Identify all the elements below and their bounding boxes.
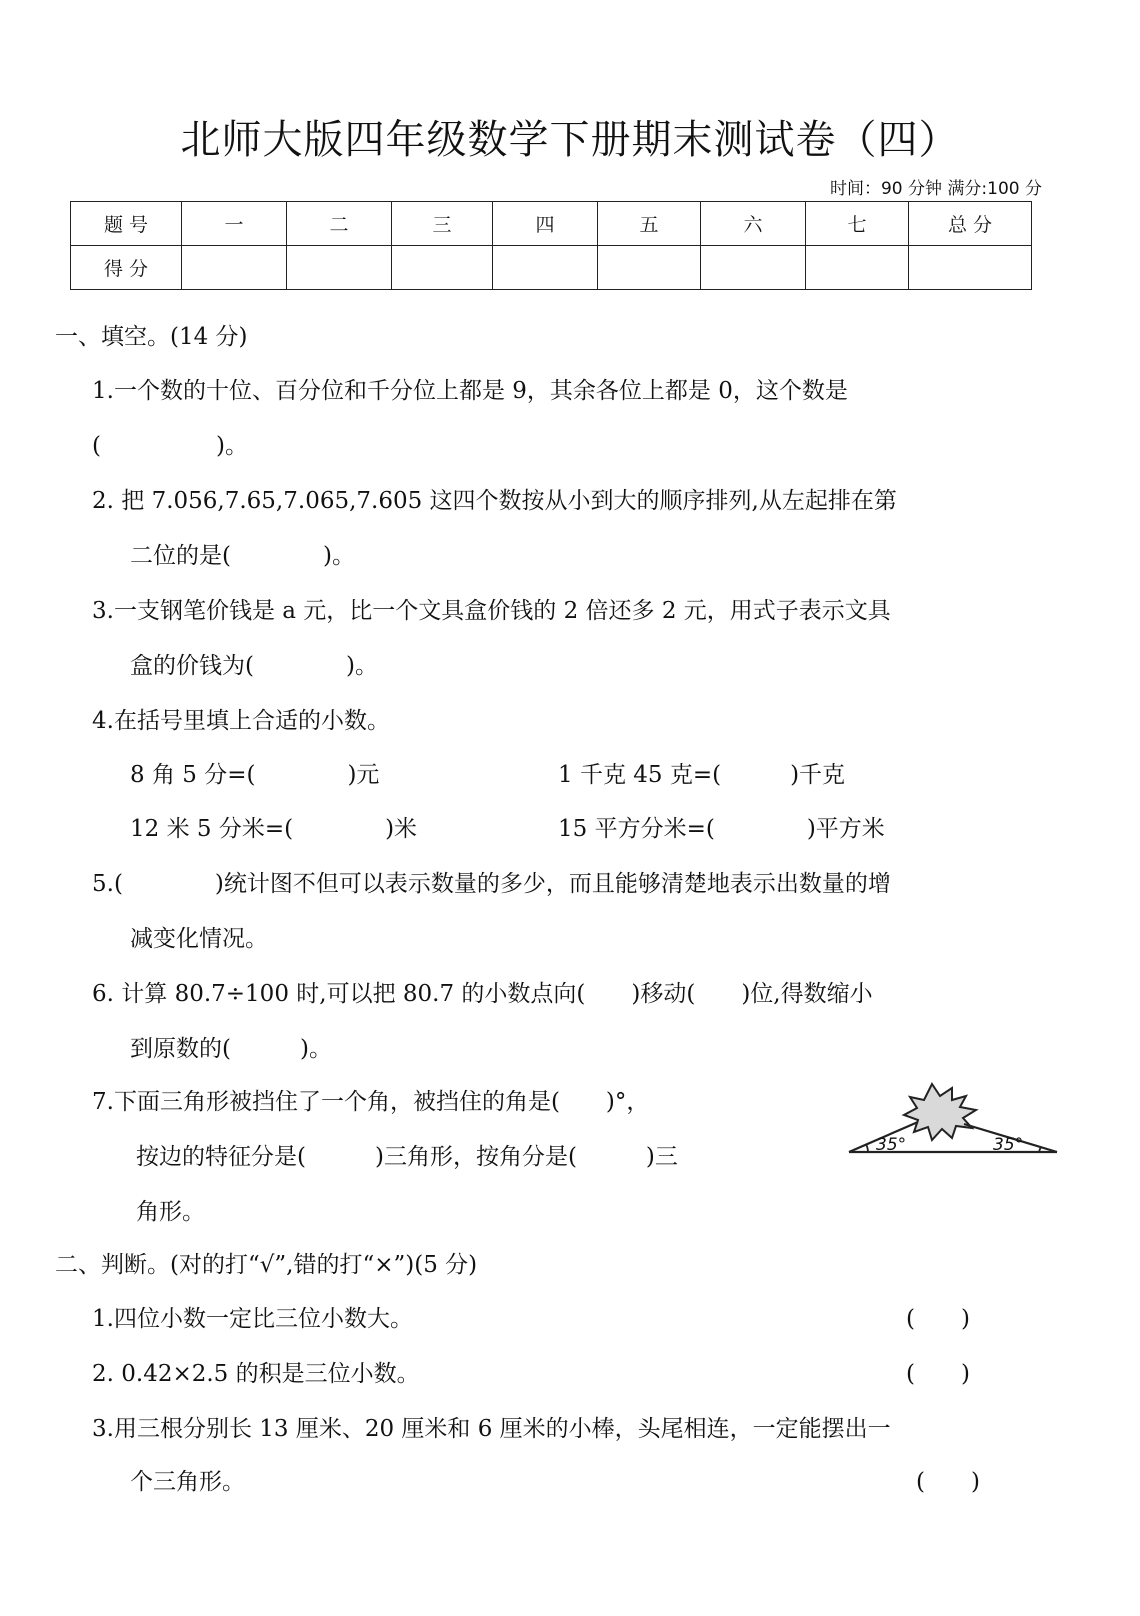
score-table-score-row xyxy=(71,246,1032,290)
answer-bracket[interactable]: ( ) xyxy=(906,1361,970,1387)
question-4-item: 8 角 5 分=( )元 xyxy=(130,762,380,788)
score-cell[interactable] xyxy=(909,246,1032,290)
header-cell: 二 xyxy=(287,202,392,246)
header-cell: 六 xyxy=(701,202,806,246)
question-2-line1: 2. 把 7.056,7.65,7.065,7.605 这四个数按从小到大的顺序排列,从左起排在第 xyxy=(92,488,897,514)
question-1-line1: 1.一个数的十位、百分位和千分位上都是 9，其余各位上都是 0，这个数是 xyxy=(92,378,848,404)
triangle-figure xyxy=(846,1080,1060,1166)
question-4-item: 1 千克 45 克=( )千克 xyxy=(558,762,846,788)
blocker-starburst xyxy=(904,1084,976,1140)
question-7-line1: 7.下面三角形被挡住了一个角，被挡住的角是( )°， xyxy=(92,1089,650,1115)
header-cell: 题 号 xyxy=(71,202,182,246)
question-4: 4.在括号里填上合适的小数。 xyxy=(92,708,390,734)
judge-question-3-line1: 3.用三根分别长 13 厘米、20 厘米和 6 厘米的小棒，头尾相连，一定能摆出一 xyxy=(92,1416,891,1442)
section1-heading: 一、填空。(14 分) xyxy=(55,324,248,350)
question-2-line2: 二位的是( )。 xyxy=(130,543,355,569)
question-7-line3: 角形。 xyxy=(136,1199,205,1225)
header-cell: 五 xyxy=(598,202,701,246)
question-6-line2: 到原数的( )。 xyxy=(130,1036,332,1062)
question-4-item: 15 平方分米=( )平方米 xyxy=(558,816,885,842)
header-cell: 一 xyxy=(182,202,287,246)
header-cell: 总 分 xyxy=(909,202,1032,246)
question-1-line2: ( )。 xyxy=(92,433,248,459)
score-table-header-row xyxy=(71,202,1032,246)
row-label: 得 分 xyxy=(71,246,182,290)
score-cell[interactable] xyxy=(493,246,598,290)
right-angle-label: 35° xyxy=(993,1135,1024,1155)
score-cell[interactable] xyxy=(287,246,392,290)
score-cell[interactable] xyxy=(392,246,493,290)
section2-heading: 二、判断。(对的打“√”,错的打“×”)(5 分) xyxy=(55,1252,478,1278)
answer-bracket[interactable]: ( ) xyxy=(916,1469,980,1495)
judge-question-3-line2: 个三角形。 xyxy=(130,1469,245,1495)
score-cell[interactable] xyxy=(598,246,701,290)
page-title: 北师大版四年级数学下册期末测试卷（四） xyxy=(180,117,960,163)
header-cell: 四 xyxy=(493,202,598,246)
question-5-line1: 5.( )统计图不但可以表示数量的多少，而且能够清楚地表示出数量的增 xyxy=(92,871,891,897)
question-7-line2: 按边的特征分是( )三角形，按角分是( )三 xyxy=(136,1144,678,1170)
judge-question-1: 1.四位小数一定比三位小数大。 xyxy=(92,1306,413,1332)
header-cell: 三 xyxy=(392,202,493,246)
question-5-line2: 减变化情况。 xyxy=(130,926,268,952)
score-cell[interactable] xyxy=(701,246,806,290)
header-cell: 七 xyxy=(806,202,909,246)
question-3-line2: 盒的价钱为( )。 xyxy=(130,653,378,679)
question-3-line1: 3.一支钢笔价钱是 a 元，比一个文具盒价钱的 2 倍还多 2 元，用式子表示文具 xyxy=(92,598,891,624)
answer-bracket[interactable]: ( ) xyxy=(906,1306,970,1332)
left-angle-arc xyxy=(866,1144,868,1152)
judge-question-2: 2. 0.42×2.5 的积是三位小数。 xyxy=(92,1361,420,1387)
score-cell[interactable] xyxy=(182,246,287,290)
question-6-line1: 6. 计算 80.7÷100 时,可以把 80.7 的小数点向( )移动( )位,得数缩小 xyxy=(92,981,873,1007)
left-angle-label: 35° xyxy=(876,1135,907,1155)
score-table xyxy=(70,201,1032,290)
exam-meta: 时间：90 分钟 满分:100 分 xyxy=(829,179,1042,199)
question-4-item: 12 米 5 分米=( )米 xyxy=(130,816,418,842)
score-cell[interactable] xyxy=(806,246,909,290)
